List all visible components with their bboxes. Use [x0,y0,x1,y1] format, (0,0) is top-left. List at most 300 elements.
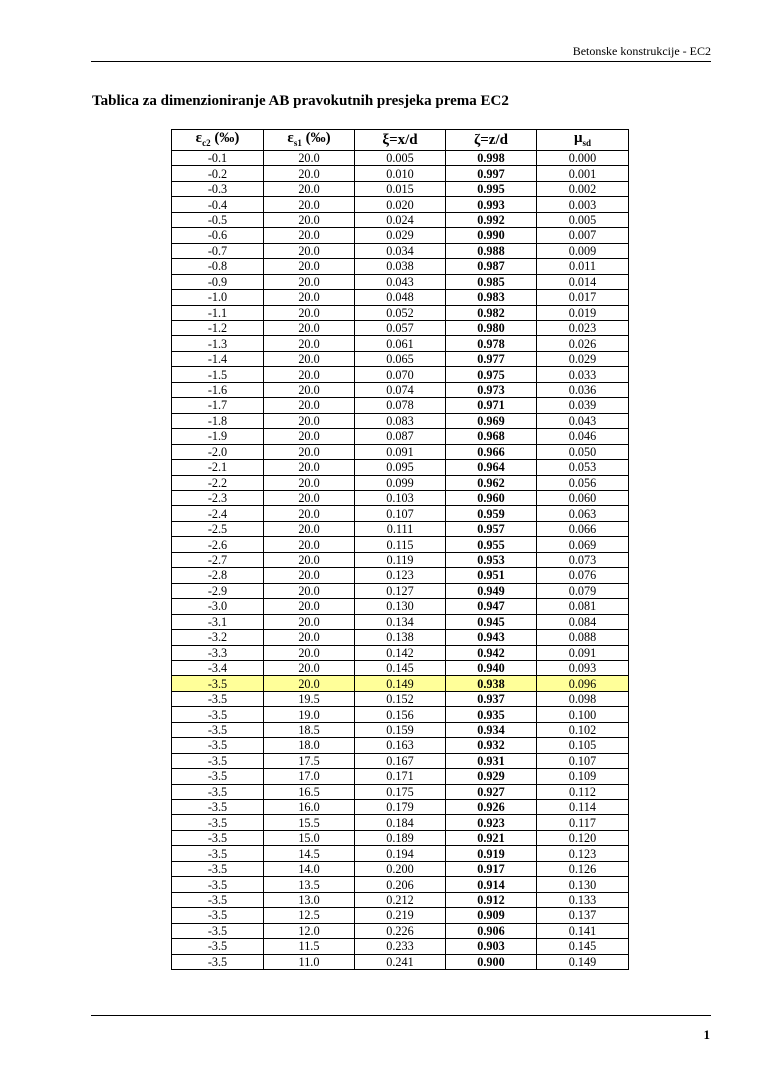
eps-c2-cell: -1.2 [172,320,264,335]
table-row [172,954,629,969]
xi-cell: 0.212 [355,892,446,907]
eps-c2-cell: -1.8 [172,413,264,428]
table-row [172,382,629,397]
xi-cell: 0.184 [355,815,446,830]
eps-s1-cell: 20.0 [264,506,355,521]
mu-sd-cell: 0.091 [537,645,629,660]
eps-c2-cell: -3.5 [172,877,264,892]
zeta-cell: 0.993 [446,197,537,212]
zeta-cell: 0.951 [446,568,537,583]
table-row [172,336,629,351]
xi-cell: 0.038 [355,259,446,274]
table-row [172,259,629,274]
table-row [172,939,629,954]
table-row [172,846,629,861]
table-row [172,166,629,181]
mu-sd-cell: 0.000 [537,151,629,166]
eps-s1-cell: 20.0 [264,336,355,351]
eps-c2-cell: -3.5 [172,707,264,722]
table-row [172,413,629,428]
xi-cell: 0.115 [355,537,446,552]
mu-sd-cell: 0.107 [537,753,629,768]
eps-s1-cell: 20.0 [264,367,355,382]
eps-s1-cell: 20.0 [264,351,355,366]
eps-c2-cell: -1.1 [172,305,264,320]
zeta-cell: 0.903 [446,939,537,954]
eps-s1-cell: 18.5 [264,722,355,737]
zeta-cell: 0.987 [446,259,537,274]
eps-c2-cell: -2.7 [172,552,264,567]
xi-cell: 0.010 [355,166,446,181]
eps-s1-cell: 20.0 [264,460,355,475]
mu-sd-cell: 0.117 [537,815,629,830]
table-row [172,305,629,320]
xi-cell: 0.163 [355,738,446,753]
eps-s1-cell: 20.0 [264,382,355,397]
mu-sd-cell: 0.073 [537,552,629,567]
mu-sd-cell: 0.149 [537,954,629,969]
zeta-cell: 0.938 [446,676,537,691]
xi-cell: 0.057 [355,320,446,335]
mu-sd-cell: 0.109 [537,769,629,784]
eps-c2-cell: -2.4 [172,506,264,521]
eps-c2-cell: -2.3 [172,490,264,505]
xi-cell: 0.087 [355,429,446,444]
table-row [172,583,629,598]
header-rule [91,61,711,62]
xi-cell: 0.070 [355,367,446,382]
xi-cell: 0.048 [355,290,446,305]
xi-cell: 0.152 [355,691,446,706]
table-row [172,599,629,614]
xi-cell: 0.091 [355,444,446,459]
eps-c2-cell: -0.6 [172,228,264,243]
eps-c2-cell: -0.3 [172,181,264,196]
eps-s1-cell: 18.0 [264,738,355,753]
mu-sd-cell: 0.063 [537,506,629,521]
zeta-cell: 0.940 [446,660,537,675]
mu-sd-cell: 0.039 [537,398,629,413]
zeta-cell: 0.919 [446,846,537,861]
eps-c2-cell: -2.6 [172,537,264,552]
mu-sd-cell: 0.060 [537,490,629,505]
running-header: Betonske konstrukcije - EC2 [572,44,711,58]
eps-c2-cell: -3.5 [172,738,264,753]
eps-c2-cell: -0.4 [172,197,264,212]
table-row [172,490,629,505]
table-row [172,367,629,382]
xi-cell: 0.206 [355,877,446,892]
table-row [172,660,629,675]
eps-s1-cell: 19.5 [264,691,355,706]
xi-cell: 0.134 [355,614,446,629]
xi-cell: 0.099 [355,475,446,490]
mu-sd-cell: 0.014 [537,274,629,289]
table-row [172,645,629,660]
eps-c2-cell: -0.2 [172,166,264,181]
xi-cell: 0.138 [355,630,446,645]
zeta-cell: 0.917 [446,861,537,876]
eps-s1-cell: 15.0 [264,830,355,845]
eps-s1-cell: 20.0 [264,151,355,166]
xi-cell: 0.226 [355,923,446,938]
eps-s1-cell: 20.0 [264,521,355,536]
xi-cell: 0.167 [355,753,446,768]
eps-s1-cell: 20.0 [264,243,355,258]
eps-s1-cell: 20.0 [264,599,355,614]
eps-c2-cell: -1.9 [172,429,264,444]
column-header-zeta: ζ=z/d [446,130,537,151]
xi-cell: 0.103 [355,490,446,505]
xi-cell: 0.119 [355,552,446,567]
eps-c2-cell: -2.9 [172,583,264,598]
eps-c2-cell: -3.1 [172,614,264,629]
zeta-cell: 0.978 [446,336,537,351]
eps-s1-cell: 20.0 [264,166,355,181]
zeta-cell: 0.988 [446,243,537,258]
xi-cell: 0.029 [355,228,446,243]
eps-c2-cell: -3.5 [172,923,264,938]
eps-c2-cell: -3.5 [172,861,264,876]
xi-cell: 0.015 [355,181,446,196]
eps-c2-cell: -0.9 [172,274,264,289]
zeta-cell: 0.975 [446,367,537,382]
xi-cell: 0.179 [355,800,446,815]
table-row [172,181,629,196]
zeta-cell: 0.990 [446,228,537,243]
zeta-cell: 0.945 [446,614,537,629]
zeta-cell: 0.912 [446,892,537,907]
eps-s1-cell: 20.0 [264,320,355,335]
mu-sd-cell: 0.043 [537,413,629,428]
eps-c2-cell: -2.5 [172,521,264,536]
eps-s1-cell: 12.0 [264,923,355,938]
mu-sd-cell: 0.017 [537,290,629,305]
eps-c2-cell: -0.7 [172,243,264,258]
eps-s1-cell: 13.0 [264,892,355,907]
zeta-cell: 0.966 [446,444,537,459]
table-row [172,784,629,799]
eps-s1-cell: 13.5 [264,877,355,892]
table-row [172,892,629,907]
eps-s1-cell: 20.0 [264,212,355,227]
page-number: 1 [703,1027,710,1042]
table-row [172,800,629,815]
table-row [172,537,629,552]
eps-s1-cell: 20.0 [264,305,355,320]
mu-sd-cell: 0.084 [537,614,629,629]
zeta-cell: 0.992 [446,212,537,227]
mu-sd-cell: 0.076 [537,568,629,583]
zeta-cell: 0.909 [446,908,537,923]
table-row [172,630,629,645]
mu-sd-cell: 0.046 [537,429,629,444]
eps-s1-cell: 20.0 [264,614,355,629]
xi-cell: 0.194 [355,846,446,861]
zeta-cell: 0.934 [446,722,537,737]
eps-s1-cell: 11.0 [264,954,355,969]
table-row [172,861,629,876]
zeta-cell: 0.900 [446,954,537,969]
eps-c2-cell: -0.8 [172,259,264,274]
eps-s1-cell: 20.0 [264,645,355,660]
eps-c2-cell: -3.5 [172,691,264,706]
table-row [172,738,629,753]
eps-c2-cell: -3.2 [172,630,264,645]
table-row [172,676,629,691]
table-row [172,769,629,784]
table-row [172,552,629,567]
eps-s1-cell: 20.0 [264,274,355,289]
zeta-cell: 0.927 [446,784,537,799]
mu-sd-cell: 0.130 [537,877,629,892]
xi-cell: 0.145 [355,660,446,675]
eps-c2-cell: -3.5 [172,769,264,784]
eps-c2-cell: -3.5 [172,830,264,845]
eps-c2-cell: -1.6 [172,382,264,397]
eps-s1-cell: 20.0 [264,583,355,598]
eps-s1-cell: 20.0 [264,398,355,413]
xi-cell: 0.095 [355,460,446,475]
eps-c2-cell: -3.5 [172,676,264,691]
zeta-cell: 0.947 [446,599,537,614]
xi-cell: 0.065 [355,351,446,366]
table-row [172,151,629,166]
zeta-cell: 0.949 [446,583,537,598]
eps-c2-cell: -3.0 [172,599,264,614]
eps-s1-cell: 20.0 [264,290,355,305]
zeta-cell: 0.982 [446,305,537,320]
eps-s1-cell: 20.0 [264,490,355,505]
mu-sd-cell: 0.019 [537,305,629,320]
zeta-cell: 0.959 [446,506,537,521]
table-row [172,908,629,923]
zeta-cell: 0.906 [446,923,537,938]
table-row [172,243,629,258]
eps-s1-cell: 20.0 [264,475,355,490]
xi-cell: 0.171 [355,769,446,784]
table-row [172,830,629,845]
mu-sd-cell: 0.098 [537,691,629,706]
table-row [172,877,629,892]
table-row [172,212,629,227]
xi-cell: 0.219 [355,908,446,923]
xi-cell: 0.083 [355,413,446,428]
xi-cell: 0.074 [355,382,446,397]
mu-sd-cell: 0.123 [537,846,629,861]
table-row [172,506,629,521]
column-header-eps-c2: $\varepsilon_{c2}$ (‰) [172,130,264,151]
eps-c2-cell: -3.5 [172,784,264,799]
table-row [172,320,629,335]
eps-s1-cell: 14.5 [264,846,355,861]
zeta-cell: 0.931 [446,753,537,768]
xi-cell: 0.233 [355,939,446,954]
eps-c2-cell: -3.5 [172,722,264,737]
eps-c2-cell: -2.0 [172,444,264,459]
mu-sd-cell: 0.114 [537,800,629,815]
zeta-cell: 0.942 [446,645,537,660]
eps-s1-cell: 20.0 [264,660,355,675]
column-header-mu-sd: $\mu_{sd}$ [537,130,629,151]
eps-s1-cell: 20.0 [264,444,355,459]
zeta-cell: 0.980 [446,320,537,335]
mu-sd-cell: 0.137 [537,908,629,923]
eps-c2-cell: -1.5 [172,367,264,382]
mu-sd-cell: 0.102 [537,722,629,737]
xi-cell: 0.241 [355,954,446,969]
zeta-cell: 0.998 [446,151,537,166]
dimensioning-table [171,129,629,970]
table-row [172,429,629,444]
eps-c2-cell: -3.3 [172,645,264,660]
table-row [172,521,629,536]
column-header-xi: ξ=x/d [355,130,446,151]
zeta-cell: 0.964 [446,460,537,475]
zeta-cell: 0.929 [446,769,537,784]
zeta-cell: 0.943 [446,630,537,645]
eps-c2-cell: -3.5 [172,846,264,861]
xi-cell: 0.043 [355,274,446,289]
eps-c2-cell: -2.8 [172,568,264,583]
xi-cell: 0.052 [355,305,446,320]
mu-sd-cell: 0.105 [537,738,629,753]
eps-s1-cell: 16.0 [264,800,355,815]
zeta-cell: 0.977 [446,351,537,366]
xi-cell: 0.159 [355,722,446,737]
mu-sd-cell: 0.005 [537,212,629,227]
mu-sd-cell: 0.002 [537,181,629,196]
table-header-row [172,130,629,151]
eps-c2-cell: -3.5 [172,908,264,923]
xi-cell: 0.156 [355,707,446,722]
eps-s1-cell: 20.0 [264,259,355,274]
eps-c2-cell: -3.5 [172,892,264,907]
zeta-cell: 0.923 [446,815,537,830]
zeta-cell: 0.957 [446,521,537,536]
xi-cell: 0.175 [355,784,446,799]
mu-sd-cell: 0.093 [537,660,629,675]
mu-sd-cell: 0.036 [537,382,629,397]
mu-sd-cell: 0.053 [537,460,629,475]
zeta-cell: 0.926 [446,800,537,815]
mu-sd-cell: 0.133 [537,892,629,907]
page-title: Tablica za dimenzioniranje AB pravokutnih presjeka prema EC2 [92,93,509,109]
table-row [172,614,629,629]
table-row [172,197,629,212]
xi-cell: 0.024 [355,212,446,227]
table-row [172,568,629,583]
eps-s1-cell: 20.0 [264,676,355,691]
mu-sd-cell: 0.009 [537,243,629,258]
zeta-cell: 0.995 [446,181,537,196]
mu-sd-cell: 0.050 [537,444,629,459]
eps-c2-cell: -1.3 [172,336,264,351]
mu-sd-cell: 0.145 [537,939,629,954]
xi-cell: 0.005 [355,151,446,166]
table-row [172,707,629,722]
table-row [172,815,629,830]
table-row [172,460,629,475]
xi-cell: 0.123 [355,568,446,583]
zeta-cell: 0.937 [446,691,537,706]
zeta-cell: 0.973 [446,382,537,397]
eps-s1-cell: 16.5 [264,784,355,799]
eps-s1-cell: 20.0 [264,197,355,212]
table-row [172,753,629,768]
xi-cell: 0.034 [355,243,446,258]
mu-sd-cell: 0.112 [537,784,629,799]
mu-sd-cell: 0.029 [537,351,629,366]
table-row [172,274,629,289]
eps-s1-cell: 11.5 [264,939,355,954]
xi-cell: 0.078 [355,398,446,413]
eps-c2-cell: -2.1 [172,460,264,475]
table-row [172,722,629,737]
eps-c2-cell: -3.5 [172,939,264,954]
zeta-cell: 0.983 [446,290,537,305]
mu-sd-cell: 0.011 [537,259,629,274]
eps-c2-cell: -2.2 [172,475,264,490]
table-row [172,475,629,490]
mu-sd-cell: 0.100 [537,707,629,722]
eps-s1-cell: 20.0 [264,228,355,243]
eps-c2-cell: -0.5 [172,212,264,227]
zeta-cell: 0.935 [446,707,537,722]
zeta-cell: 0.914 [446,877,537,892]
zeta-cell: 0.953 [446,552,537,567]
mu-sd-cell: 0.023 [537,320,629,335]
table-row [172,398,629,413]
eps-s1-cell: 20.0 [264,552,355,567]
footer-rule [91,1015,711,1016]
xi-cell: 0.111 [355,521,446,536]
zeta-cell: 0.955 [446,537,537,552]
eps-c2-cell: -3.4 [172,660,264,675]
table-row [172,351,629,366]
eps-s1-cell: 17.0 [264,769,355,784]
mu-sd-cell: 0.126 [537,861,629,876]
zeta-cell: 0.971 [446,398,537,413]
eps-c2-cell: -1.0 [172,290,264,305]
mu-sd-cell: 0.081 [537,599,629,614]
mu-sd-cell: 0.079 [537,583,629,598]
xi-cell: 0.020 [355,197,446,212]
eps-s1-cell: 19.0 [264,707,355,722]
mu-sd-cell: 0.066 [537,521,629,536]
eps-c2-cell: -3.5 [172,800,264,815]
eps-c2-cell: -0.1 [172,151,264,166]
table-row [172,691,629,706]
eps-s1-cell: 20.0 [264,568,355,583]
table-row [172,290,629,305]
xi-cell: 0.200 [355,861,446,876]
table-row [172,923,629,938]
eps-c2-cell: -3.5 [172,954,264,969]
mu-sd-cell: 0.026 [537,336,629,351]
zeta-cell: 0.968 [446,429,537,444]
zeta-cell: 0.932 [446,738,537,753]
mu-sd-cell: 0.120 [537,830,629,845]
zeta-cell: 0.962 [446,475,537,490]
eps-c2-cell: -1.7 [172,398,264,413]
eps-s1-cell: 20.0 [264,413,355,428]
mu-sd-cell: 0.096 [537,676,629,691]
mu-sd-cell: 0.033 [537,367,629,382]
eps-s1-cell: 15.5 [264,815,355,830]
eps-s1-cell: 20.0 [264,429,355,444]
column-header-eps-s1: $\varepsilon_{s1}$ (‰) [264,130,355,151]
